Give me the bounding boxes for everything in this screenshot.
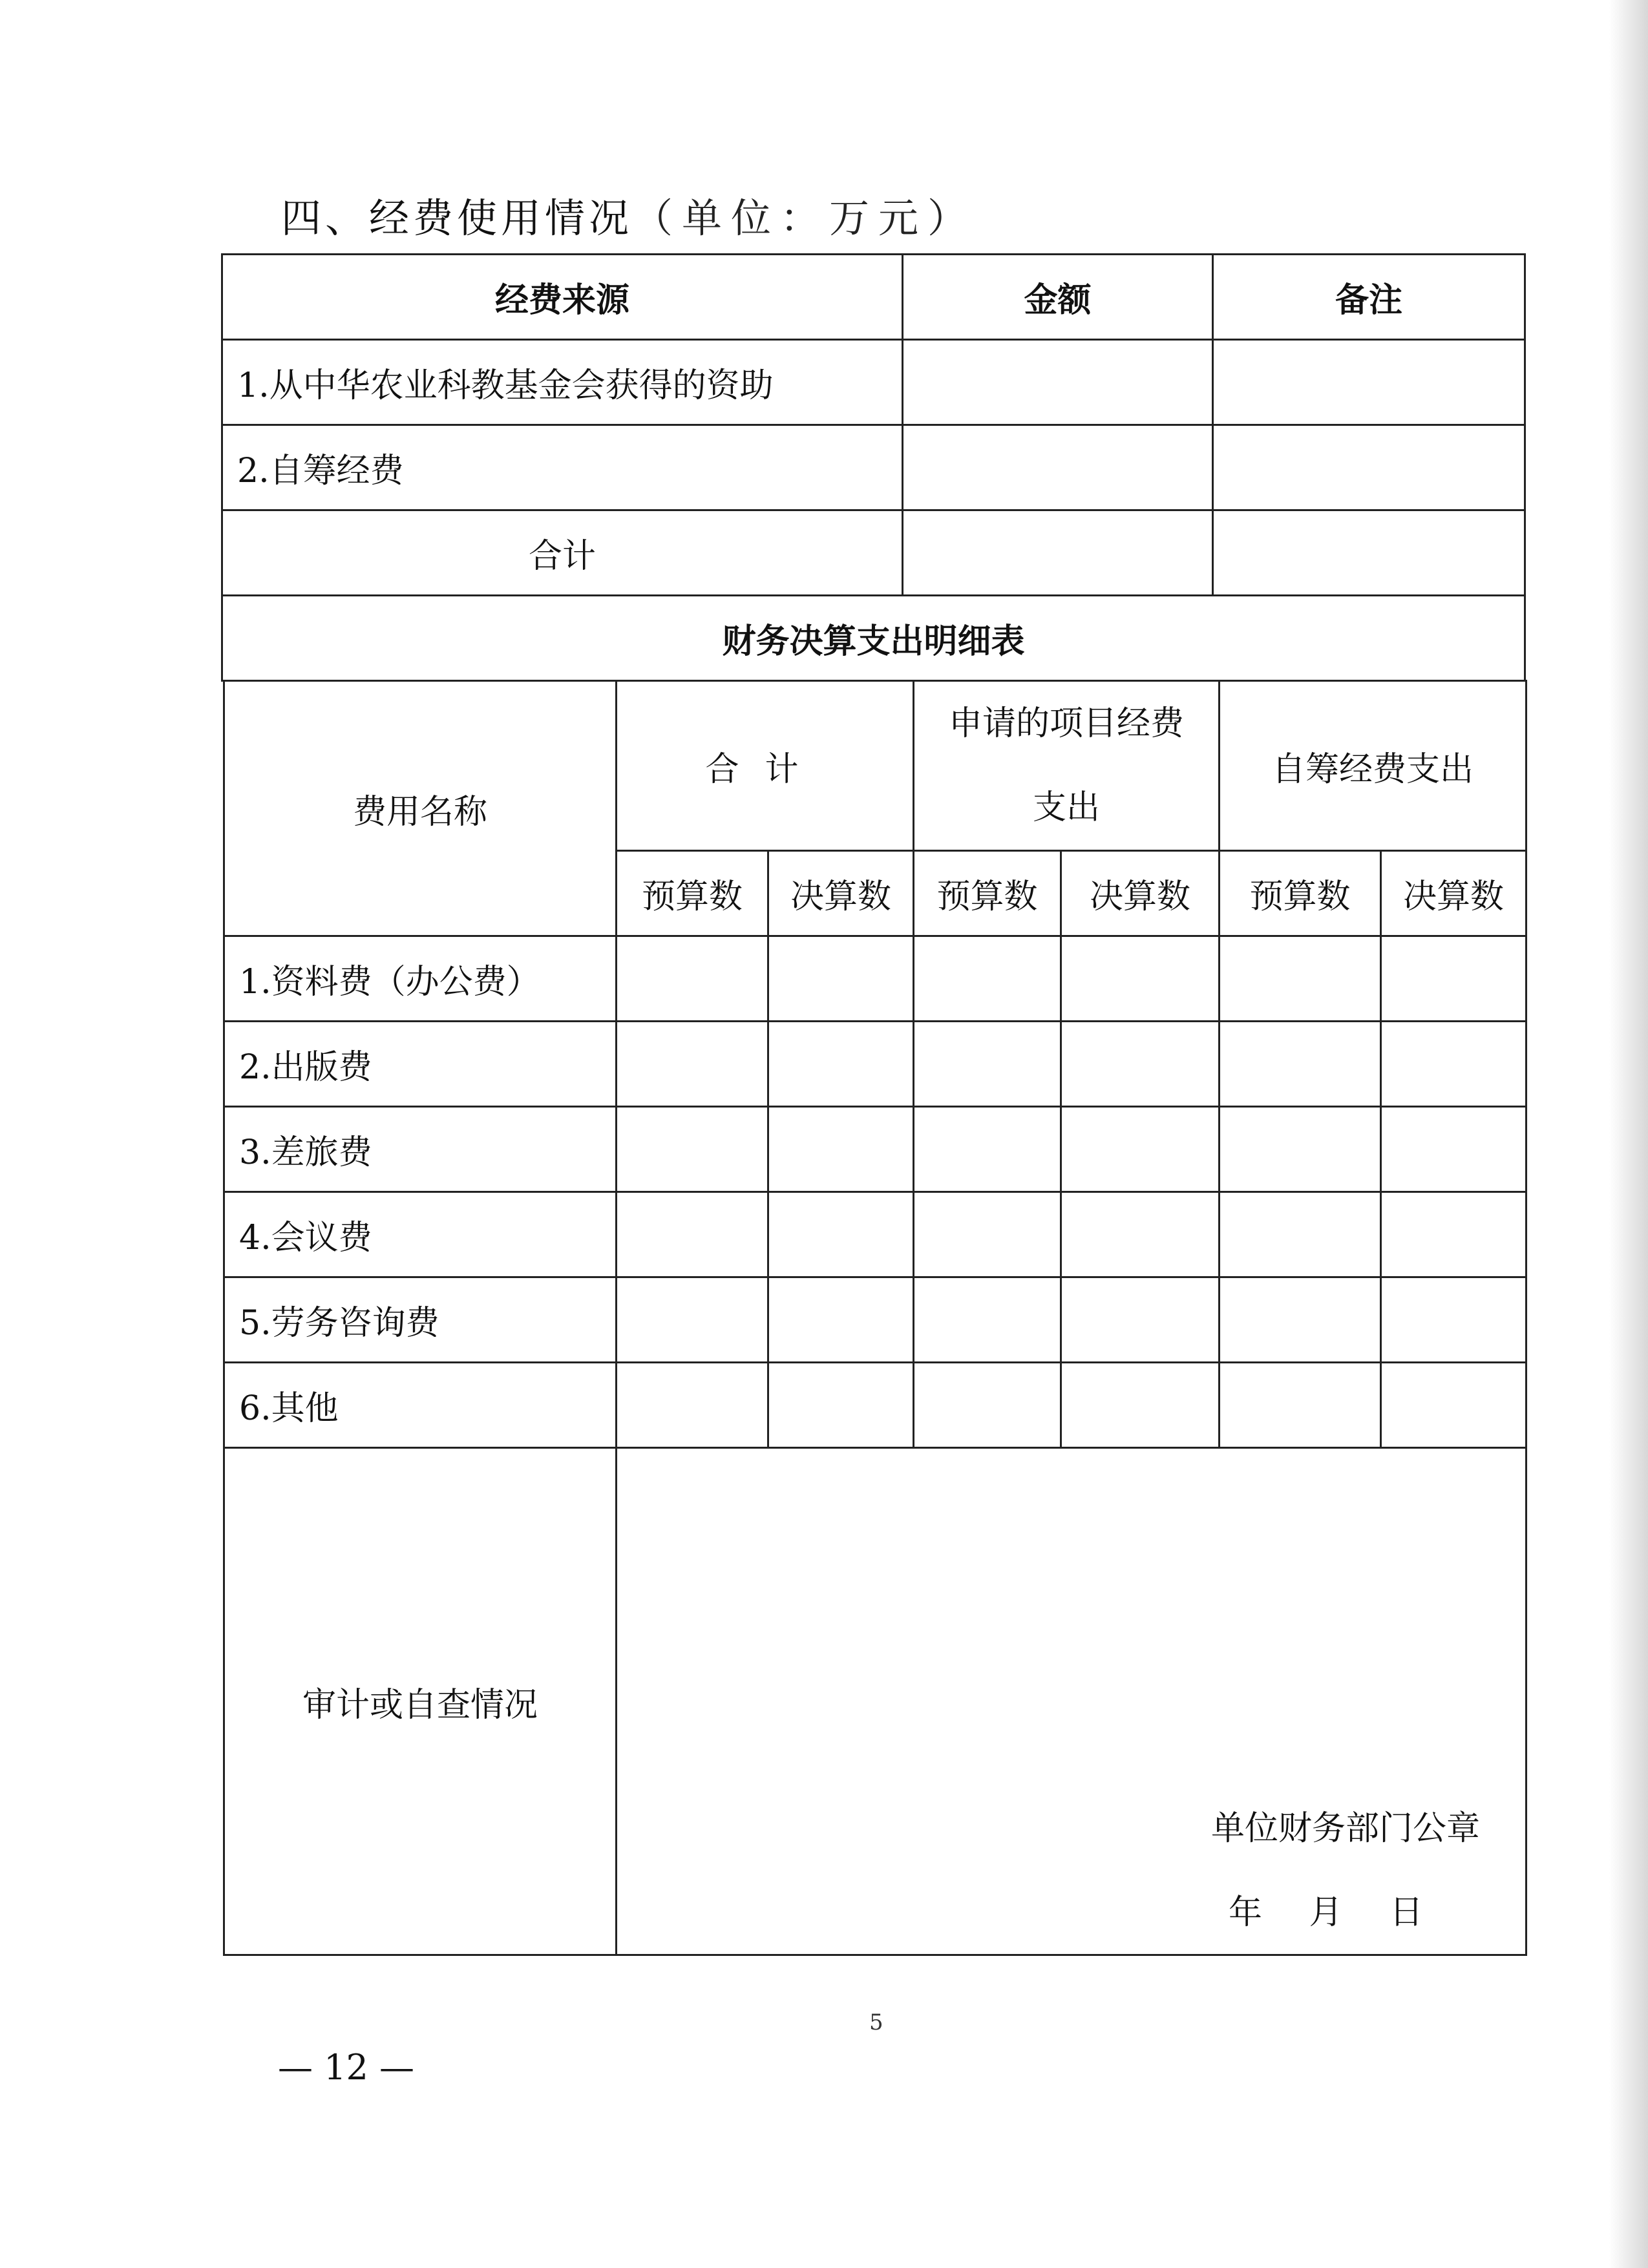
- page-number: 5: [869, 2010, 883, 2035]
- date-day-label: 日: [1389, 1893, 1424, 1932]
- expense-value-cell[interactable]: [1381, 936, 1527, 1022]
- expense-value-cell[interactable]: [1061, 1192, 1220, 1277]
- date-month-label: 月: [1309, 1893, 1343, 1932]
- page-edge-shadow: [1609, 0, 1648, 2268]
- funding-source-cell: 2.自筹经费: [222, 425, 903, 510]
- expense-value-cell[interactable]: [768, 936, 914, 1022]
- sub-header-budget: 预算数: [617, 851, 768, 936]
- expense-name-cell: 3.差旅费: [224, 1107, 617, 1192]
- section-heading-unit: （单位：万元）: [633, 194, 977, 242]
- audit-date-line: [1210, 1885, 1441, 1933]
- table-row: [224, 1107, 1527, 1192]
- table-row: [222, 425, 1525, 510]
- expense-value-cell[interactable]: [914, 1363, 1061, 1448]
- expense-value-cell[interactable]: [1220, 1363, 1381, 1448]
- folio-number: — 12 —: [278, 2047, 415, 2088]
- funding-amount-cell[interactable]: [903, 425, 1213, 510]
- expense-value-cell[interactable]: [1061, 936, 1220, 1022]
- funding-header-amount: 金额: [903, 255, 1213, 340]
- funding-note-cell[interactable]: [1213, 425, 1525, 510]
- funding-source-table: [221, 253, 1526, 682]
- finance-seal-label: 单位财务部门公章: [1211, 1809, 1481, 1848]
- expense-value-cell[interactable]: [617, 1192, 768, 1277]
- expense-value-cell[interactable]: [914, 1107, 1061, 1192]
- funding-header-note: 备注: [1213, 255, 1525, 340]
- expense-name-cell: 5.劳务咨询费: [224, 1277, 617, 1363]
- expense-group-header-row: [224, 681, 1527, 851]
- sub-header-budget: 预算数: [1220, 851, 1381, 936]
- expense-value-cell[interactable]: [1381, 1277, 1527, 1363]
- table-row: [224, 1277, 1527, 1363]
- expense-value-cell[interactable]: [768, 1277, 914, 1363]
- section-heading: [281, 193, 977, 244]
- expense-detail-table: [223, 680, 1527, 1956]
- expense-value-cell[interactable]: [1381, 1022, 1527, 1107]
- expense-total-header: 合计: [617, 681, 914, 851]
- expense-name-cell: 4.会议费: [224, 1192, 617, 1277]
- expense-value-cell[interactable]: [1220, 1022, 1381, 1107]
- table-row: [224, 1022, 1527, 1107]
- expense-value-cell[interactable]: [1220, 1107, 1381, 1192]
- expense-value-cell[interactable]: [1381, 1107, 1527, 1192]
- funding-source-cell: 1.从中华农业科教基金会获得的资助: [222, 340, 903, 425]
- funding-note-cell[interactable]: [1213, 340, 1525, 425]
- funding-total-label: 合计: [222, 510, 903, 596]
- expense-value-cell[interactable]: [617, 1107, 768, 1192]
- expense-value-cell[interactable]: [914, 1022, 1061, 1107]
- expense-value-cell[interactable]: [617, 1363, 768, 1448]
- expense-applied-header-line1: 申请的项目经费: [949, 704, 1185, 743]
- expense-value-cell[interactable]: [914, 936, 1061, 1022]
- funding-amount-cell[interactable]: [903, 340, 1213, 425]
- expense-value-cell[interactable]: [617, 1022, 768, 1107]
- expense-name-header: 费用名称: [224, 681, 617, 936]
- expense-value-cell[interactable]: [768, 1363, 914, 1448]
- expense-value-cell[interactable]: [1381, 1363, 1527, 1448]
- table-row: [222, 340, 1525, 425]
- section-heading-title: 四、经费使用情况: [281, 194, 633, 242]
- expense-value-cell[interactable]: [617, 1277, 768, 1363]
- funding-header-row: [222, 255, 1525, 340]
- audit-content-cell[interactable]: [617, 1448, 1527, 1955]
- expense-name-cell: 2.出版费: [224, 1022, 617, 1107]
- expense-applied-header-line2: 支出: [1033, 788, 1101, 827]
- funding-amount-cell[interactable]: [903, 510, 1213, 596]
- expense-table-title: 财务决算支出明细表: [222, 596, 1525, 681]
- expense-title-row: [222, 596, 1525, 681]
- expense-value-cell[interactable]: [1061, 1022, 1220, 1107]
- audit-row: [224, 1448, 1527, 1955]
- expense-name-cell: 6.其他: [224, 1363, 617, 1448]
- expense-value-cell[interactable]: [914, 1277, 1061, 1363]
- expense-value-cell[interactable]: [914, 1192, 1061, 1277]
- table-row: [224, 1363, 1527, 1448]
- table-row: [222, 510, 1525, 596]
- sub-header-final: 决算数: [1381, 851, 1527, 936]
- expense-value-cell[interactable]: [1061, 1277, 1220, 1363]
- expense-name-cell: 1.资料费（办公费）: [224, 936, 617, 1022]
- expense-value-cell[interactable]: [1381, 1192, 1527, 1277]
- expense-value-cell[interactable]: [1220, 1277, 1381, 1363]
- expense-self-header: 自筹经费支出: [1220, 681, 1527, 851]
- expense-applied-header: [914, 681, 1220, 851]
- expense-value-cell[interactable]: [1220, 936, 1381, 1022]
- sub-header-final: 决算数: [1061, 851, 1220, 936]
- sub-header-budget: 预算数: [914, 851, 1061, 936]
- funding-header-source: 经费来源: [222, 255, 903, 340]
- table-row: [224, 1192, 1527, 1277]
- expense-value-cell[interactable]: [768, 1022, 914, 1107]
- expense-value-cell[interactable]: [768, 1107, 914, 1192]
- date-year-label: 年: [1228, 1893, 1262, 1932]
- expense-value-cell[interactable]: [617, 936, 768, 1022]
- expense-value-cell[interactable]: [1061, 1363, 1220, 1448]
- expense-value-cell[interactable]: [1220, 1192, 1381, 1277]
- expense-value-cell[interactable]: [768, 1192, 914, 1277]
- expense-value-cell[interactable]: [1061, 1107, 1220, 1192]
- funding-note-cell[interactable]: [1213, 510, 1525, 596]
- sub-header-final: 决算数: [768, 851, 914, 936]
- table-row: [224, 936, 1527, 1022]
- audit-label: 审计或自查情况: [224, 1448, 617, 1955]
